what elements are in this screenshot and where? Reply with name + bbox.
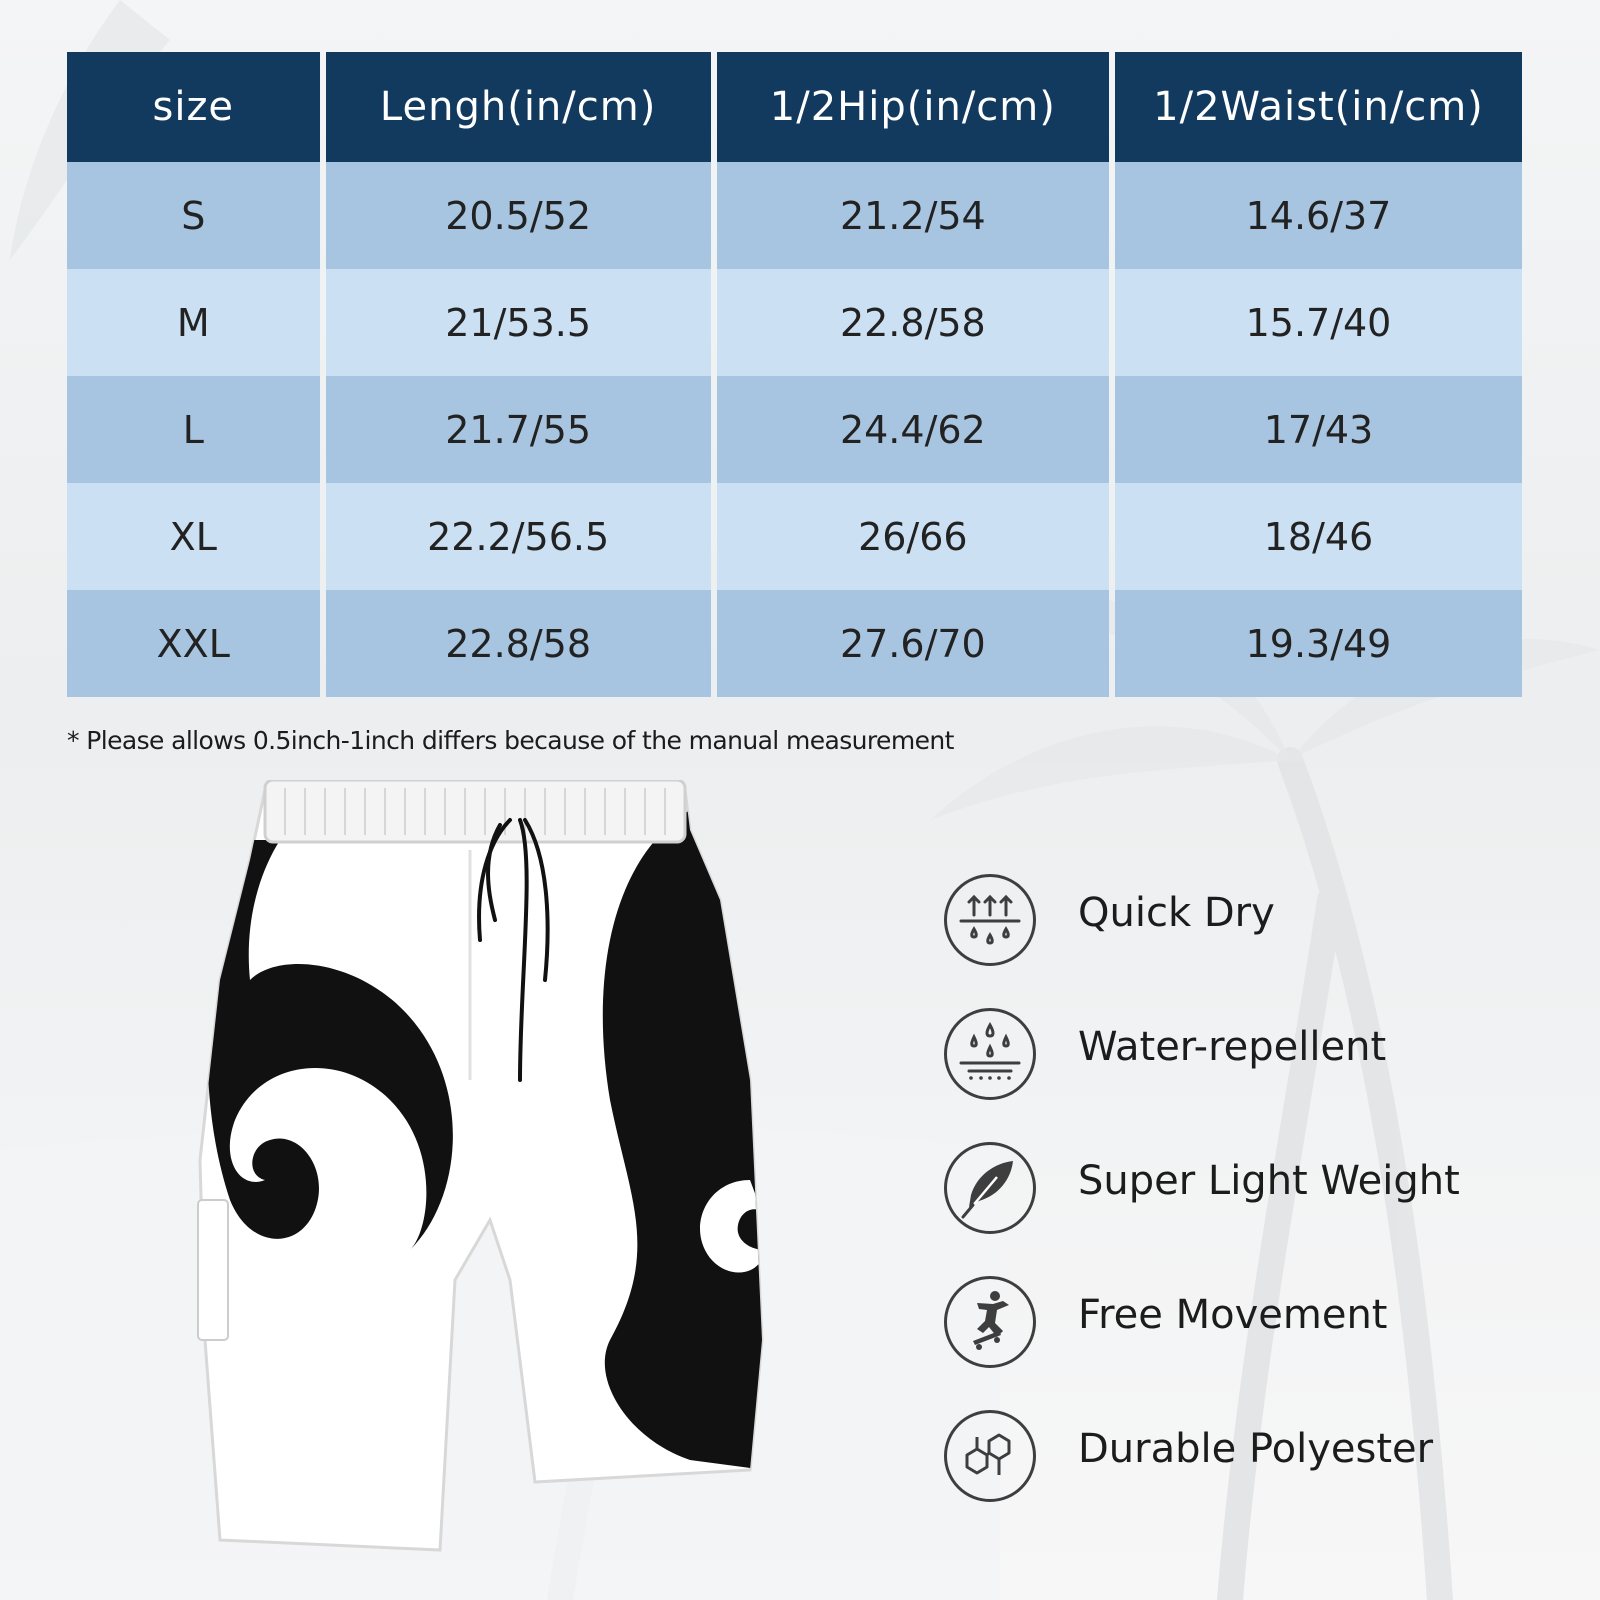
feature-label: Water-repellent [1078, 1024, 1387, 1070]
length-cell: 20.5/52 [326, 162, 711, 269]
column-header-length: Lengh(in/cm) [326, 52, 711, 162]
column-header-size: size [67, 52, 320, 162]
hip-cell: 24.4/62 [717, 376, 1109, 483]
feature-water-repellent [944, 1008, 1564, 1104]
waist-cell: 15.7/40 [1115, 269, 1522, 376]
skateboarder-icon [944, 1276, 1036, 1368]
measurement-note: * Please allows 0.5inch-1inch differs because of the manual measurement [67, 726, 954, 755]
size-chart-table [61, 52, 1528, 697]
column-header-half-hip: 1/2Hip(in/cm) [717, 52, 1109, 162]
column-header-half-waist: 1/2Waist(in/cm) [1115, 52, 1522, 162]
table-row [67, 269, 1522, 376]
hip-cell: 21.2/54 [717, 162, 1109, 269]
quick-dry-icon [944, 874, 1036, 966]
feature-super-light-weight [944, 1142, 1564, 1238]
feature-label: Durable Polyester [1078, 1426, 1434, 1472]
length-cell: 21.7/55 [326, 376, 711, 483]
table-row [67, 590, 1522, 697]
feature-durable-polyester [944, 1410, 1564, 1506]
feature-label: Quick Dry [1078, 890, 1275, 936]
hip-cell: 22.8/58 [717, 269, 1109, 376]
waist-cell: 19.3/49 [1115, 590, 1522, 697]
size-cell: M [67, 269, 320, 376]
size-cell: S [67, 162, 320, 269]
feature-free-movement [944, 1276, 1564, 1372]
polyester-molecule-icon [944, 1410, 1036, 1502]
length-cell: 22.2/56.5 [326, 483, 711, 590]
table-header-row [67, 52, 1522, 162]
table-row [67, 483, 1522, 590]
feature-label: Super Light Weight [1078, 1158, 1460, 1204]
length-cell: 21/53.5 [326, 269, 711, 376]
table-row [67, 162, 1522, 269]
table-row [67, 376, 1522, 483]
waist-cell: 14.6/37 [1115, 162, 1522, 269]
length-cell: 22.8/58 [326, 590, 711, 697]
hip-cell: 26/66 [717, 483, 1109, 590]
water-repellent-icon [944, 1008, 1036, 1100]
size-cell: L [67, 376, 320, 483]
size-cell: XXL [67, 590, 320, 697]
feature-label: Free Movement [1078, 1292, 1388, 1338]
size-cell: XL [67, 483, 320, 590]
waist-cell: 17/43 [1115, 376, 1522, 483]
feather-icon [944, 1142, 1036, 1234]
feature-quick-dry [944, 874, 1564, 970]
board-shorts-image [190, 780, 780, 1580]
hip-cell: 27.6/70 [717, 590, 1109, 697]
waist-cell: 18/46 [1115, 483, 1522, 590]
